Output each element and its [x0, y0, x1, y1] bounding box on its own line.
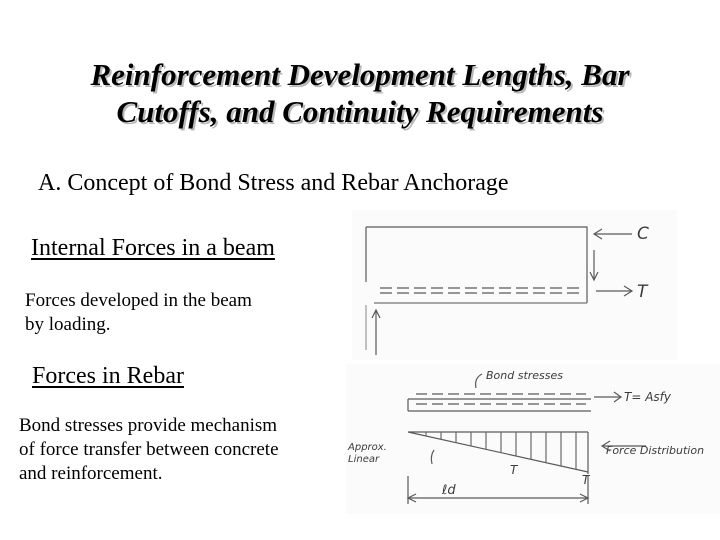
label-t: T [637, 282, 648, 302]
rebar-forces-line-3: and reinforcement. [19, 463, 163, 484]
label-approx: Approx. [348, 442, 387, 453]
rebar-forces-sketch [346, 364, 720, 514]
section-heading: A. Concept of Bond Stress and Rebar Anchorage [38, 170, 509, 196]
label-linear: Linear [348, 454, 380, 465]
beam-forces-svg [352, 210, 677, 360]
internal-forces-line-1: Forces developed in the beam [25, 290, 252, 311]
label-t-mid: T [510, 463, 518, 477]
label-t-asfy: T= Asfy [624, 390, 671, 404]
rebar-forces-text [19, 414, 359, 486]
label-bond-stresses: Bond stresses [486, 369, 564, 382]
rebar-forces-line-1: Bond stresses provide mechanism [19, 415, 278, 436]
label-force-distribution: Force Distribution [606, 444, 705, 457]
label-t-right: T [582, 473, 590, 487]
internal-forces-text [25, 289, 325, 337]
rebar-forces-line-2: of force transfer between concrete [19, 439, 279, 460]
label-ld: ℓd [442, 483, 456, 498]
slide-title [0, 56, 720, 130]
label-c: C [637, 224, 649, 244]
internal-forces-heading: Internal Forces in a beam [31, 235, 275, 261]
title-line-2: Cutoffs, and Continuity Requirements [116, 94, 604, 129]
rebar-forces-svg [346, 364, 720, 514]
beam-forces-sketch [352, 210, 677, 360]
title-line-1: Reinforcement Development Lengths, Bar [90, 57, 630, 92]
rebar-forces-heading: Forces in Rebar [32, 363, 184, 389]
internal-forces-line-2: by loading. [25, 314, 111, 335]
